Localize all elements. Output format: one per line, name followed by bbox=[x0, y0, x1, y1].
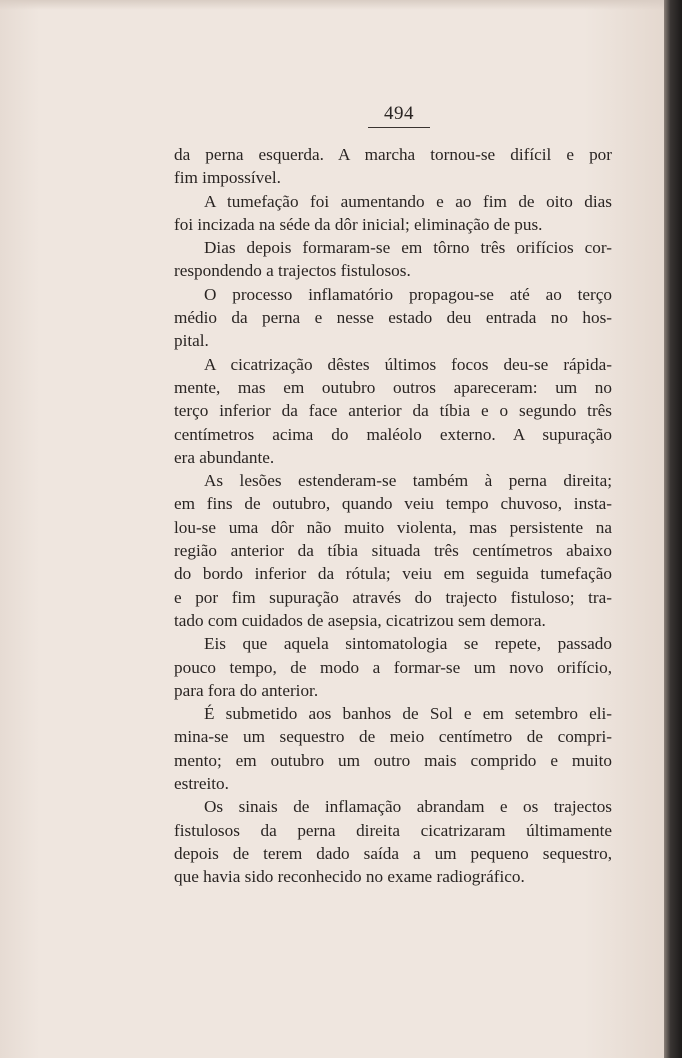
text-line: do bordo inferior da rótula; veiu em seguida tumefação bbox=[174, 564, 612, 584]
text-line: foi incizada na séde da dôr inicial; eliminação de pus. bbox=[174, 214, 543, 234]
book-binding-edge bbox=[664, 0, 682, 1058]
text-line: mento; em outubro um outro mais comprido e muito bbox=[174, 750, 612, 770]
paragraph bbox=[174, 353, 612, 469]
text-line: depois de terem dado saída a um pequeno sequestro, bbox=[174, 843, 612, 863]
text-line: em fins de outubro, quando veiu tempo chuvoso, insta- bbox=[174, 494, 612, 514]
text-line: região anterior da tíbia situada três centímetros abaixo bbox=[174, 541, 612, 561]
text-line: estreito. bbox=[174, 774, 229, 794]
text-line: e por fim supuração através do trajecto fistuloso; tra- bbox=[174, 587, 612, 607]
page-number: 494 bbox=[368, 102, 430, 128]
paragraph bbox=[174, 702, 612, 795]
text-line: A tumefação foi aumentando e ao fim de oito dias bbox=[204, 191, 612, 211]
text-line: pouco tempo, de modo a formar-se um novo orifício, bbox=[174, 657, 612, 677]
page-top-shadow bbox=[0, 0, 664, 10]
body-text bbox=[174, 143, 612, 889]
text-line: da perna esquerda. A marcha tornou-se difícil e por bbox=[174, 145, 612, 164]
text-line: Eis que aquela sintomatologia se repete, passado bbox=[204, 634, 612, 654]
text-line: mina-se um sequestro de meio centímetro de compri- bbox=[174, 727, 612, 747]
paragraph bbox=[174, 795, 612, 888]
text-line: mente, mas em outubro outros apareceram: um no bbox=[174, 377, 612, 397]
text-line: tado com cuidados de asepsia, cicatrizou sem demora. bbox=[174, 610, 546, 630]
text-line: fistulosos da perna direita cicatrizaram últimamente bbox=[174, 820, 612, 840]
text-line: terço inferior da face anterior da tíbia e o segundo três bbox=[174, 401, 612, 421]
paragraph bbox=[174, 236, 612, 283]
text-line: As lesões estenderam-se também à perna direita; bbox=[204, 471, 612, 491]
paragraph bbox=[174, 632, 612, 702]
text-line: Os sinais de inflamação abrandam e os trajectos bbox=[204, 797, 612, 817]
paragraph bbox=[174, 283, 612, 353]
text-line: Dias depois formaram-se em tôrno três orifícios cor- bbox=[204, 238, 612, 258]
text-line: É submetido aos banhos de Sol e em setembro eli- bbox=[204, 704, 612, 724]
text-line: O processo inflamatório propagou-se até ao terço bbox=[204, 284, 612, 304]
text-line: lou-se uma dôr não muito violenta, mas persistente na bbox=[174, 517, 612, 537]
text-line: era abundante. bbox=[174, 447, 275, 467]
paragraph bbox=[174, 469, 612, 632]
text-line: que havia sido reconhecido no exame radiográfico. bbox=[174, 867, 525, 887]
text-line: fim impossível. bbox=[174, 168, 281, 188]
text-line: pital. bbox=[174, 331, 209, 351]
text-line: médio da perna e nesse estado deu entrada no hos- bbox=[174, 308, 612, 328]
paragraph bbox=[174, 190, 612, 237]
text-line: respondendo a trajectos fistulosos. bbox=[174, 261, 411, 281]
text-line: centímetros acima do maléolo externo. A supuração bbox=[174, 424, 612, 444]
text-line: A cicatrização dêstes últimos focos deu-se rápida- bbox=[204, 354, 612, 374]
paragraph bbox=[174, 143, 612, 190]
text-line: para fora do anterior. bbox=[174, 680, 319, 700]
